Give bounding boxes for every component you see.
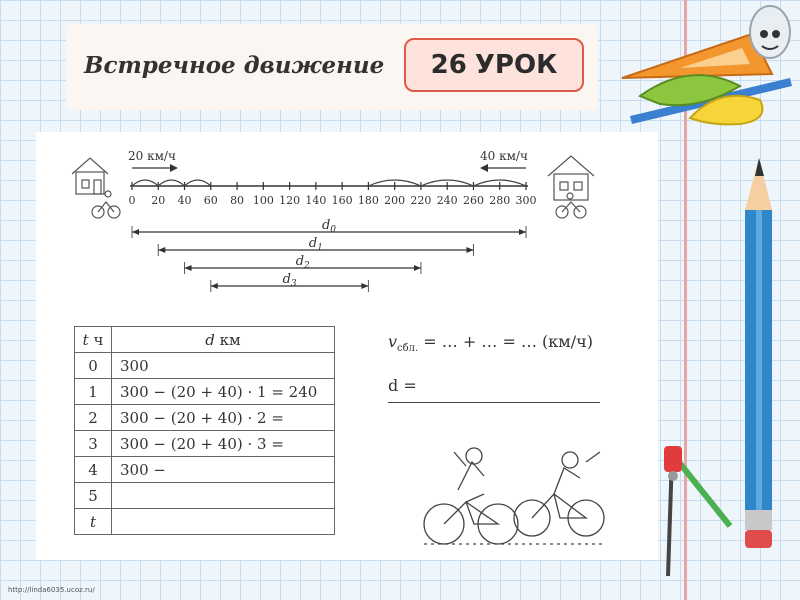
right-house-illustration [548, 156, 594, 218]
header-time-var: t [82, 330, 89, 349]
number-line-arcs [132, 180, 526, 186]
distance-label-sub: 3 [290, 279, 297, 289]
mascot-face-icon [750, 6, 790, 58]
time-cell: 1 [75, 379, 112, 405]
tick-label: 80 [230, 194, 245, 207]
left-house-illustration [72, 158, 120, 218]
pencil-icon [745, 158, 772, 548]
distance-arrowhead [185, 265, 192, 271]
distance-formula: d = [388, 376, 417, 395]
tick-label: 140 [305, 194, 327, 207]
distance-cell: 300 [112, 353, 335, 379]
table-row [75, 431, 335, 457]
time-cell: t [75, 509, 112, 535]
distance-label-sub: 2 [304, 261, 310, 271]
tick-label: 280 [489, 194, 511, 207]
table-row [75, 509, 335, 535]
lesson-number: 26 [430, 50, 467, 80]
distance-cell [112, 483, 335, 509]
table-row [75, 353, 335, 379]
content-panel [36, 132, 658, 560]
blue-ruler-icon [630, 78, 792, 124]
title-panel [66, 24, 598, 110]
distance-arrowhead [132, 229, 139, 235]
cyclists-collision-illustration [414, 432, 614, 552]
distance-arrowhead [414, 265, 421, 271]
distance-arrowhead [519, 229, 526, 235]
table-header-row [75, 327, 335, 353]
table-row [75, 379, 335, 405]
table-row [75, 457, 335, 483]
tick-label: 40 [177, 194, 192, 207]
distance-cell [112, 509, 335, 535]
distance-label-sub: 1 [317, 243, 323, 253]
notebook-margin-line [684, 0, 687, 600]
distance-arrowhead [466, 247, 473, 253]
right-speed-label: 40 км/ч [480, 149, 528, 163]
time-cell: 5 [75, 483, 112, 509]
distance-label-sub: 0 [330, 225, 337, 235]
header-distance [112, 327, 335, 353]
tick-label: 220 [410, 194, 432, 207]
distance-table [74, 326, 335, 535]
footer-url: http://linda6035.ucoz.ru/ [8, 586, 95, 594]
triangle-ruler-icon [622, 34, 772, 78]
yellow-curve-icon [690, 96, 763, 125]
curve-ruler-icon [640, 75, 740, 105]
distance-label: $d_2$ [295, 254, 310, 271]
tick-label: 260 [462, 194, 484, 207]
time-cell: 2 [75, 405, 112, 431]
closing-speed-formula [388, 332, 593, 354]
header-distance-var: d [205, 330, 215, 349]
distance-cell: 300 − (20 + 40) · 2 = [112, 405, 335, 431]
time-cell: 0 [75, 353, 112, 379]
distance-arrowhead [211, 283, 218, 289]
table-row [75, 483, 335, 509]
table-row [75, 405, 335, 431]
closing-speed-rest: = … + … = … (км/ч) [423, 332, 593, 351]
distance-arrows [132, 218, 526, 292]
tick-label: 180 [357, 194, 379, 207]
tick-label: 120 [279, 194, 301, 207]
compass-icon [664, 446, 730, 576]
header-time-unit: ч [93, 330, 104, 349]
left-speed-arrowhead [170, 164, 178, 172]
tick-label: 0 [128, 194, 136, 207]
distance-cell: 300 − (20 + 40) · 3 = [112, 431, 335, 457]
tick-label: 300 [515, 194, 537, 207]
distance-label: $d_3$ [282, 272, 297, 289]
distance-cell: 300 − [112, 457, 335, 483]
number-line-diagram [36, 132, 658, 302]
header-distance-unit: км [219, 330, 241, 349]
time-cell: 4 [75, 457, 112, 483]
right-speed-arrowhead [480, 164, 488, 172]
left-speed-label: 20 км/ч [128, 149, 176, 163]
lesson-number-badge [404, 38, 584, 92]
lesson-word: УРОК [474, 50, 558, 80]
closing-speed-sub: сбл. [397, 343, 419, 355]
header-time [75, 327, 112, 353]
tick-label: 20 [151, 194, 166, 207]
time-cell: 3 [75, 431, 112, 457]
distance-arrowhead [158, 247, 165, 253]
travel-arc [132, 180, 158, 186]
closing-speed-var: v [388, 332, 398, 351]
distance-cell: 300 − (20 + 40) · 1 = 240 [112, 379, 335, 405]
tick-label: 240 [436, 194, 458, 207]
distance-formula-underline [388, 402, 600, 403]
travel-arc [158, 180, 184, 186]
distance-label: $d_0$ [321, 218, 337, 235]
tick-label: 160 [331, 194, 353, 207]
tick-label: 100 [252, 194, 274, 207]
tick-label: 200 [384, 194, 406, 207]
distance-label: $d_1$ [308, 236, 323, 253]
tick-label: 60 [203, 194, 218, 207]
distance-arrowhead [361, 283, 368, 289]
travel-arc [185, 180, 211, 186]
lesson-title: Встречное движение [84, 52, 385, 79]
